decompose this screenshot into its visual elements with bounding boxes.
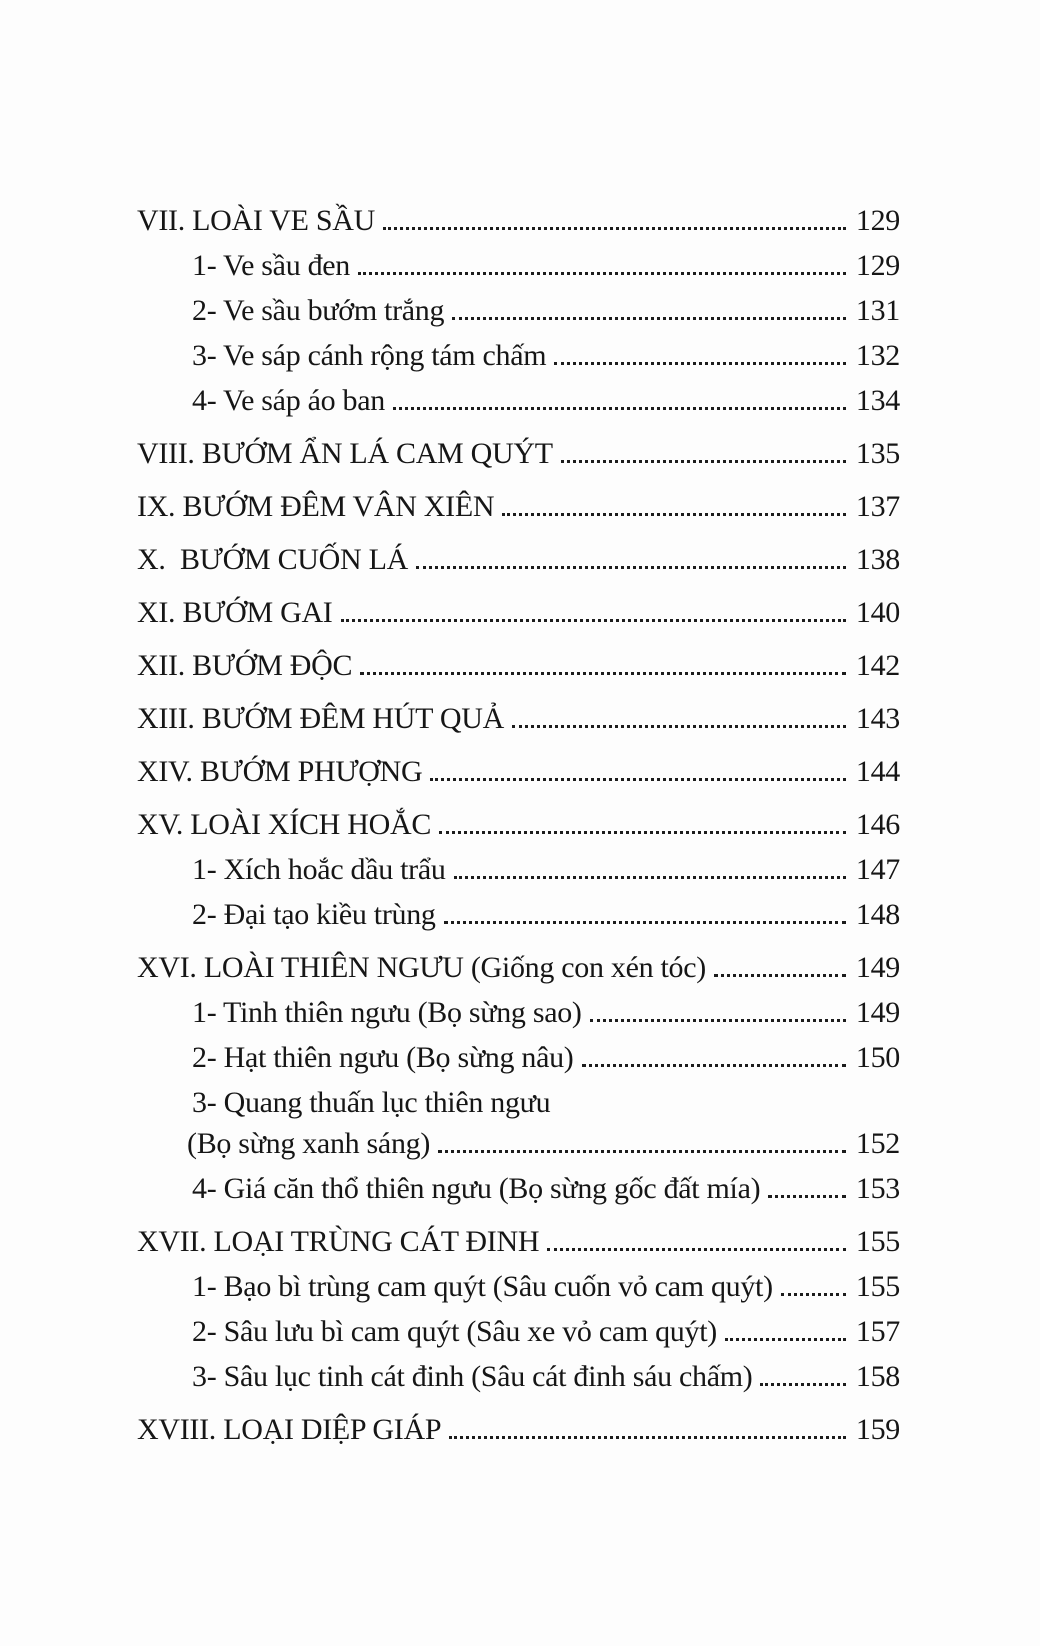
dot-leader [502,513,846,516]
dot-leader [416,566,846,569]
toc-section-row [137,1402,900,1447]
toc-entry-label: 3- Ve sáp cánh rộng tám chấm [192,339,547,373]
toc-entry-label: (Bọ sừng xanh sáng) [187,1127,431,1161]
toc-entry-label: XVII. LOẠI TRÙNG CÁT ĐINH [137,1225,540,1259]
toc-entry-label: 3- Quang thuấn lục thiên ngưu [192,1086,551,1120]
dot-leader [360,672,846,675]
toc-entry-page: 149 [855,951,900,985]
toc-entry-page: 144 [855,755,900,789]
toc-item-row [137,985,900,1030]
toc-entry-page: 152 [855,1127,900,1161]
toc-section-row [137,744,900,789]
toc-section-row [137,691,900,736]
dot-leader [438,1150,846,1153]
dot-leader [590,1019,846,1022]
toc-entry-label: VIII. BƯỚM ẨN LÁ CAM QUÝT [137,437,553,471]
dot-leader [449,1436,846,1439]
dot-leader [383,227,846,230]
toc-entry-label: XI. BƯỚM GAI [137,596,333,630]
toc-entry-page: 138 [855,543,900,577]
toc-entry-label: X. BƯỚM CUỐN LÁ [137,543,408,577]
dot-leader [439,831,846,834]
toc-entry-label: 2- Đại tạo kiều trùng [192,898,436,932]
dot-leader [452,317,846,320]
toc-item-row [137,1349,900,1394]
toc-section-row [137,797,900,842]
toc-entry-page: 157 [855,1315,900,1349]
toc-entry-page: 153 [855,1172,900,1206]
dot-leader [781,1293,846,1296]
toc-section-row [137,940,900,985]
toc-entry-page: 148 [855,898,900,932]
dot-leader [358,272,846,275]
toc-entry-page: 140 [855,596,900,630]
toc-entry-label: XIII. BƯỚM ĐÊM HÚT QUẢ [137,702,504,736]
toc-entry-label: XII. BƯỚM ĐỘC [137,649,353,683]
dot-leader [768,1195,846,1198]
dot-leader [714,974,846,977]
toc-item-row [137,373,900,418]
toc-item-row [137,1161,900,1206]
toc-item-row [137,1075,900,1120]
toc-entry-label: XVI. LOÀI THIÊN NGƯU (Giống con xén tóc) [137,951,706,985]
toc-section-row [137,532,900,577]
toc-entry-page: 159 [855,1413,900,1447]
toc-entry-label: 4- Ve sáp áo ban [192,384,385,418]
toc-entry-label: 1- Tinh thiên ngưu (Bọ sừng sao) [192,996,582,1030]
toc-entry-page: 149 [855,996,900,1030]
toc-entry-page: 143 [855,702,900,736]
toc-item-row [137,1304,900,1349]
toc-entry-label: 1- Ve sầu đen [192,249,351,283]
toc-entry-page: 134 [855,384,900,418]
toc-entry-label: 2- Sâu lưu bì cam quýt (Sâu xe vỏ cam quýt) [192,1315,717,1349]
toc-entry-label: 1- Bạo bì trùng cam quýt (Sâu cuốn vỏ cam quýt) [192,1270,773,1304]
toc-section-row [137,426,900,471]
toc-section-row [137,1214,900,1259]
dot-leader [393,407,846,410]
dot-leader [561,460,846,463]
toc-section-row [137,479,900,524]
toc-entry-page: 131 [855,294,900,328]
toc-entry-page: 137 [855,490,900,524]
toc-entry-page: 150 [855,1041,900,1075]
toc-entry-label: 1- Xích hoắc dầu trẩu [192,853,446,887]
toc-entry-page: 135 [855,437,900,471]
toc-item-row [137,1030,900,1075]
toc-entry-label: 3- Sâu lục tinh cát đinh (Sâu cát đinh sáu chấm) [192,1360,753,1394]
toc-item-row [137,1259,900,1304]
toc-entry-label: XV. LOÀI XÍCH HOẮC [137,808,432,842]
toc-entry-label: 4- Giá căn thổ thiên ngưu (Bọ sừng gốc đất mía) [192,1172,761,1206]
toc-entry-label: VII. LOÀI VE SẦU [137,204,375,238]
dot-leader [554,362,846,365]
dot-leader [454,876,846,879]
toc-section-row [137,193,900,238]
dot-leader [512,725,846,728]
toc-section-row [137,585,900,630]
toc-item-row [137,283,900,328]
toc-entry-page: 146 [855,808,900,842]
toc-entry-label: 2- Hạt thiên ngưu (Bọ sừng nâu) [192,1041,574,1075]
toc-entry-label: 2- Ve sầu bướm trắng [192,294,445,328]
dot-leader [430,778,845,781]
toc-item-row [137,842,900,887]
toc-entry-page: 142 [855,649,900,683]
toc-entry-page: 158 [855,1360,900,1394]
dot-leader [444,921,846,924]
toc-entry-page: 132 [855,339,900,373]
toc-entry-label: XIV. BƯỚM PHƯỢNG [137,755,423,789]
dot-leader [582,1064,846,1067]
toc-entry-page: 155 [855,1270,900,1304]
toc-entry-label: XVIII. LOẠI DIỆP GIÁP [137,1413,442,1447]
dot-leader [547,1248,846,1251]
dot-leader [760,1383,845,1386]
toc-section-row [137,638,900,683]
toc-entry-page: 129 [855,204,900,238]
toc-entry-page: 129 [855,249,900,283]
toc-entry-page: 155 [855,1225,900,1259]
toc-item-row [137,238,900,283]
dot-leader [341,619,846,622]
toc-item-row [137,887,900,932]
toc-item-row [137,1120,900,1161]
dot-leader [725,1338,846,1341]
table-of-contents [137,185,900,1447]
toc-entry-label: IX. BƯỚM ĐÊM VÂN XIÊN [137,490,495,524]
toc-entry-page: 147 [855,853,900,887]
toc-item-row [137,328,900,373]
